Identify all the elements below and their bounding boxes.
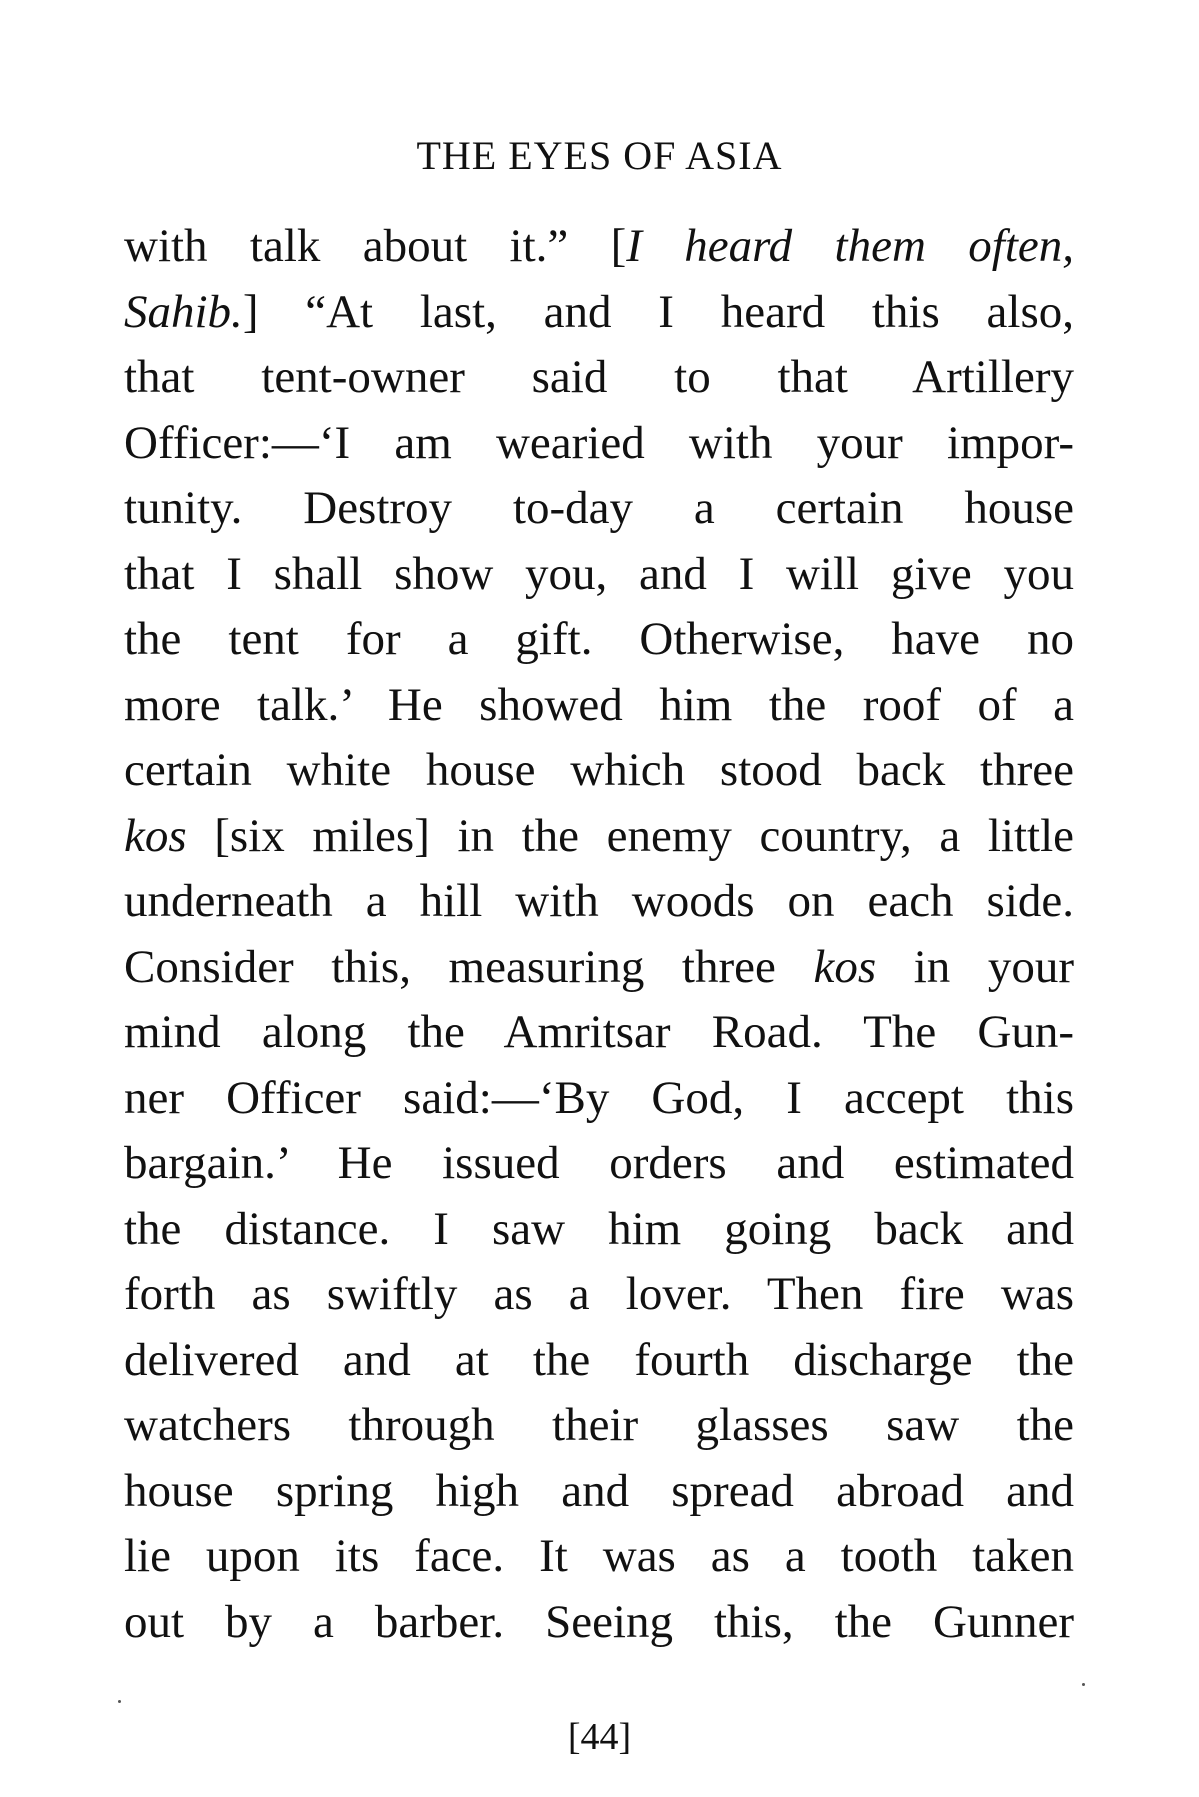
text-line-3: that tent-owner said to that Artillery: [124, 351, 1074, 403]
italic-segment: I heard them often,: [626, 220, 1074, 272]
italic-segment: kos: [124, 809, 187, 862]
text-line-20: house spring high and spread abroad and: [124, 1464, 1074, 1517]
italic-segment: kos: [813, 940, 877, 993]
text-line-17: forth as swiftly as a lover. Then fire was: [124, 1268, 1074, 1320]
text-line-12: [124, 935, 1074, 1001]
text-line-5: tunity. Destroy to-day a certain house: [124, 482, 1074, 534]
text-line-19: watchers through their glasses saw the: [124, 1399, 1074, 1451]
text-segment: with talk about it.” [: [124, 220, 627, 272]
text-segment: [six miles] in the enemy country, a little: [186, 809, 1074, 862]
text-line-10: [124, 804, 1074, 870]
text-segment: Consider this, measuring three: [124, 940, 814, 993]
italic-segment: Sahib.: [124, 285, 243, 338]
text-line-15: bargain.’ He issued orders and estimated: [124, 1137, 1074, 1189]
text-line-7: the tent for a gift. Otherwise, have no: [124, 613, 1074, 665]
text-line-16: the distance. I saw him going back and: [124, 1202, 1074, 1255]
text-segment: in your: [876, 940, 1075, 993]
paper-speck: [1082, 1683, 1085, 1686]
text-line-1: [124, 214, 1074, 280]
page-number: [44]: [567, 1716, 632, 1758]
running-head: THE EYES OF ASIA: [416, 133, 783, 178]
paper-speck: [118, 1700, 121, 1703]
text-segment: ] “At last, and I heard this also,: [242, 285, 1074, 338]
body-text: [124, 214, 1074, 1655]
text-line-21: lie upon its face. It was as a tooth taken: [124, 1530, 1074, 1582]
text-line-11: underneath a hill with woods on each side.: [124, 875, 1074, 927]
text-line-18: delivered and at the fourth discharge the: [124, 1333, 1074, 1386]
text-line-22: out by a barber. Seeing this, the Gunner: [124, 1595, 1074, 1648]
text-line-8: more talk.’ He showed him the roof of a: [124, 678, 1074, 731]
text-line-13: mind along the Amritsar Road. The Gun-: [124, 1006, 1074, 1058]
text-line-4: Officer:—‘I am wearied with your impor-: [124, 416, 1074, 469]
text-line-6: that I shall show you, and I will give you: [124, 547, 1074, 600]
text-line-9: certain white house which stood back three: [124, 744, 1074, 796]
text-line-14: ner Officer said:—‘By God, I accept this: [124, 1071, 1074, 1124]
text-line-2: [124, 280, 1074, 346]
